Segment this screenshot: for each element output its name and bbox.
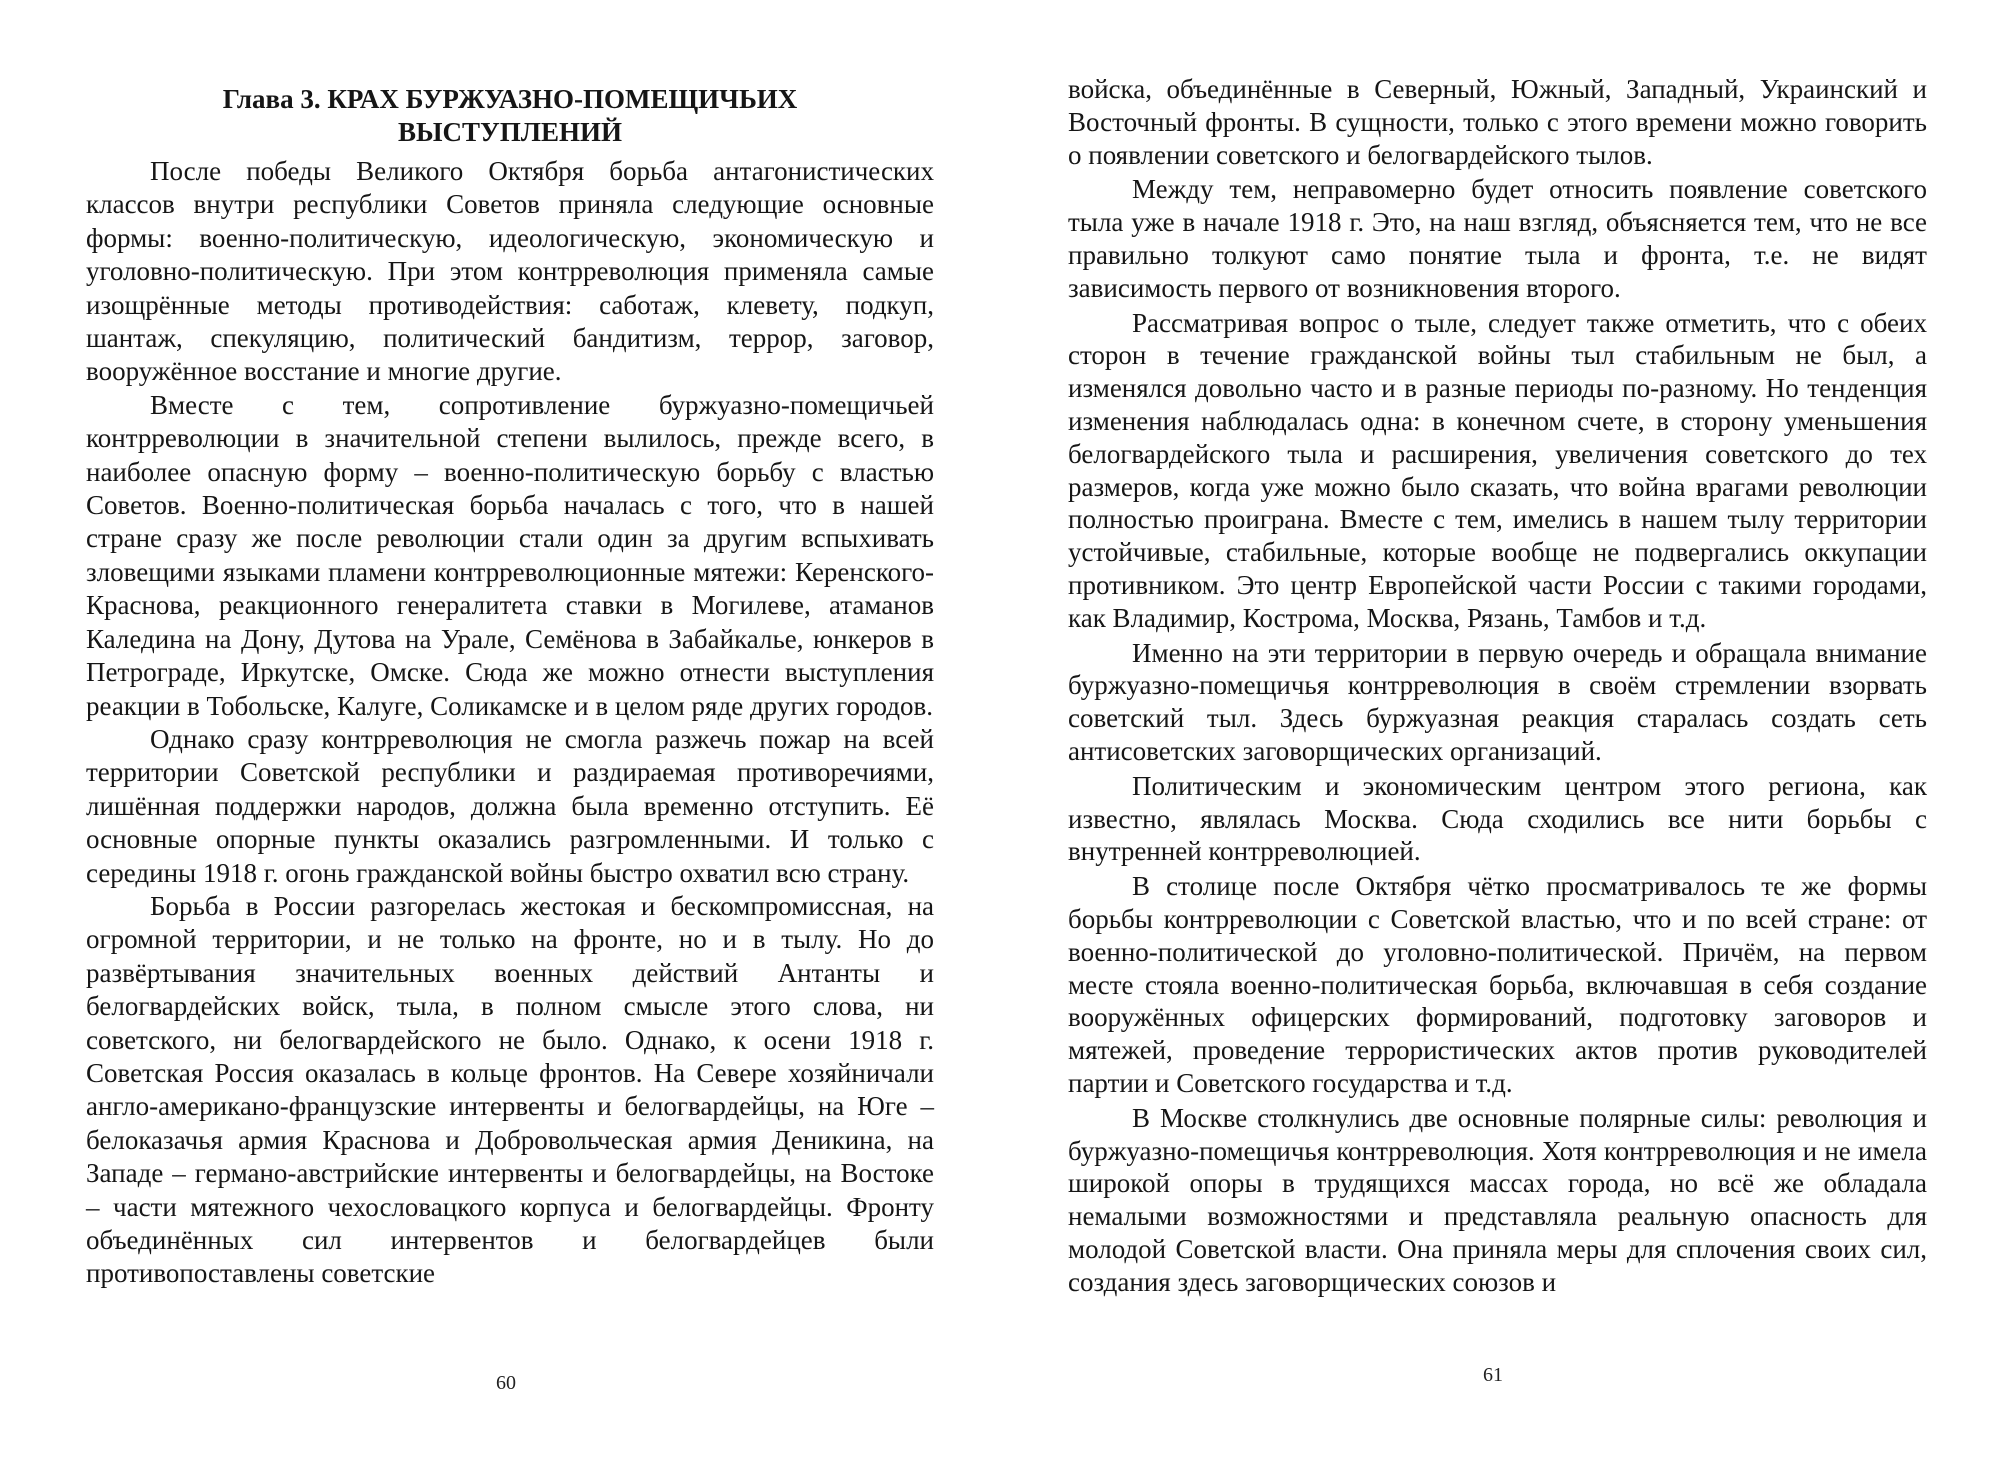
page-number: 61 [1483,1364,1503,1386]
paragraph: После победы Великого Октября борьба антагонистических классов внутри республики Советов приняла следующие основные формы: военно-политическую, идеологическую, экономическую и уголовно-политическую. При этом контрреволюция применяла самые изощрённые методы противодействия: саботаж, клевету, подкуп, шантаж, спекуляцию, политический бандитизм, террор, заговор, вооружённое восстание и многие другие. [86,156,934,387]
chapter-title [86,83,934,149]
paragraph: Рассматривая вопрос о тыле, следует также отметить, что с обеих сторон в течение гражданской войны тыл стабильным не был, а изменялся довольно часто и в разные периоды по-разному. Но тенденция изменения наблюдалась одна: в конечном счете, в сторону уменьшения белогвардейского тыла и расширения, увеличения советского до тех размеров, когда уже можно было сказать, что война врагами революции полностью проиграна. Вместе с тем, имелись в нашем тылу территории устойчивые, стабильные, которые вообще не подвергались оккупации противником. Это центр Европейской части России с такими городами, как Владимир, Кострома, Москва, Рязань, Тамбов и т.д. [1068,307,1927,633]
chapter-title-line1: Глава 3. КРАХ БУРЖУАЗНО-ПОМЕЩИЧЬИХ [222,84,798,114]
right-page-body [1068,73,1927,1298]
paragraph: Между тем, неправомерно будет относить появление советского тыла уже в начале 1918 г. Это, на наш взгляд, объясняется тем, что не все правильно толкуют само понятие тыла и фронта, т.е. не видят зависимость первого от возникновения второго. [1068,174,1927,303]
chapter-title-line2: ВЫСТУПЛЕНИЙ [398,117,622,147]
left-page-body [86,155,934,1291]
paragraph: Борьба в России разгорелась жестокая и бескомпромиссная, на огромной территории, и не только на фронте, но и в тылу. Но до развёртывания значительных военных действий Антанты и белогвардейских войск, тыла, в полном смысле этого слова, ни советского, ни белогвардейского не было. Однако, к осени 1918 г. Советская Россия оказалась в кольце фронтов. На Севере хозяйничали англо-американо-французские интервенты и белогвардейцы, на Юге – белоказачья армия Краснова и Добровольческая армия Деникина, на Западе – германо-австрийские интервенты и белогвардейцы, на Востоке – части мятежного чехословацкого корпуса и белогвардейцы. Фронту объединённых сил интервентов и белогвардейцев были противопоставлены советские [86,890,934,1289]
right-page [1068,0,1927,1458]
page-number: 60 [496,1372,516,1394]
paragraph: Политическим и экономическим центром этого региона, как известно, являлась Москва. Сюда сходились все нити борьбы с внутренней контрреволюцией. [1068,770,1927,867]
left-page [86,0,934,1458]
paragraph: В Москве столкнулись две основные полярные силы: революция и буржуазно-помещичья контрреволюция. Хотя контрреволюция и не имела широкой опоры в трудящихся массах города, но всё же обладала немалыми возможностями и представляла реальную опасность для молодой Советской власти. Она приняла меры для сплочения своих сил, создания здесь заговорщических союзов и [1068,1102,1927,1297]
paragraph: Вместе с тем, сопротивление буржуазно-помещичьей контрреволюции в значительной степени вылилось, прежде всего, в наиболее опасную форму – военно-политическую борьбу с властью Советов. Военно-политическая борьба началась с того, что в нашей стране сразу же после революции стали один за другим вспыхивать зловещими языками пламени контрреволюционные мятежи: Керенского-Краснова, реакционного генералитета ставки в Могилеве, атаманов Каледина на Дону, Дутова на Урале, Семёнова в Забайкалье, юнкеров в Петрограде, Иркутске, Омске. Сюда же можно отнести выступления реакции в Тобольске, Калуге, Соликамске и в целом ряде других городов. [86,389,934,721]
paragraph: В столице после Октября чётко просматривалось те же формы борьбы контрреволюции с Советской властью, что и по всей стране: от военно-политической до уголовно-политической. Причём, на первом месте стояла военно-политическая борьба, включавшая в себя создание вооружённых офицерских формирований, подготовку заговоров и мятежей, проведение террористических актов против руководителей партии и Советского государства и т.д. [1068,871,1927,1098]
paragraph-continuation: войска, объединённые в Северный, Южный, Западный, Украинский и Восточный фронты. В сущности, только с этого времени можно говорить о появлении советского и белогвардейского тылов. [1068,74,1927,170]
paragraph: Однако сразу контрреволюция не смогла разжечь пожар на всей территории Советской республики и раздираемая противоречиями, лишённая поддержки народов, должна была временно отступить. Её основные опорные пункты оказались разгромленными. И только с середины 1918 г. огонь гражданской войны быстро охватил всю страну. [86,723,934,888]
paragraph: Именно на эти территории в первую очередь и обращала внимание буржуазно-помещичья контрреволюция в своём стремлении взорвать советский тыл. Здесь буржуазная реакция старалась создать сеть антисоветских заговорщических организаций. [1068,637,1927,766]
